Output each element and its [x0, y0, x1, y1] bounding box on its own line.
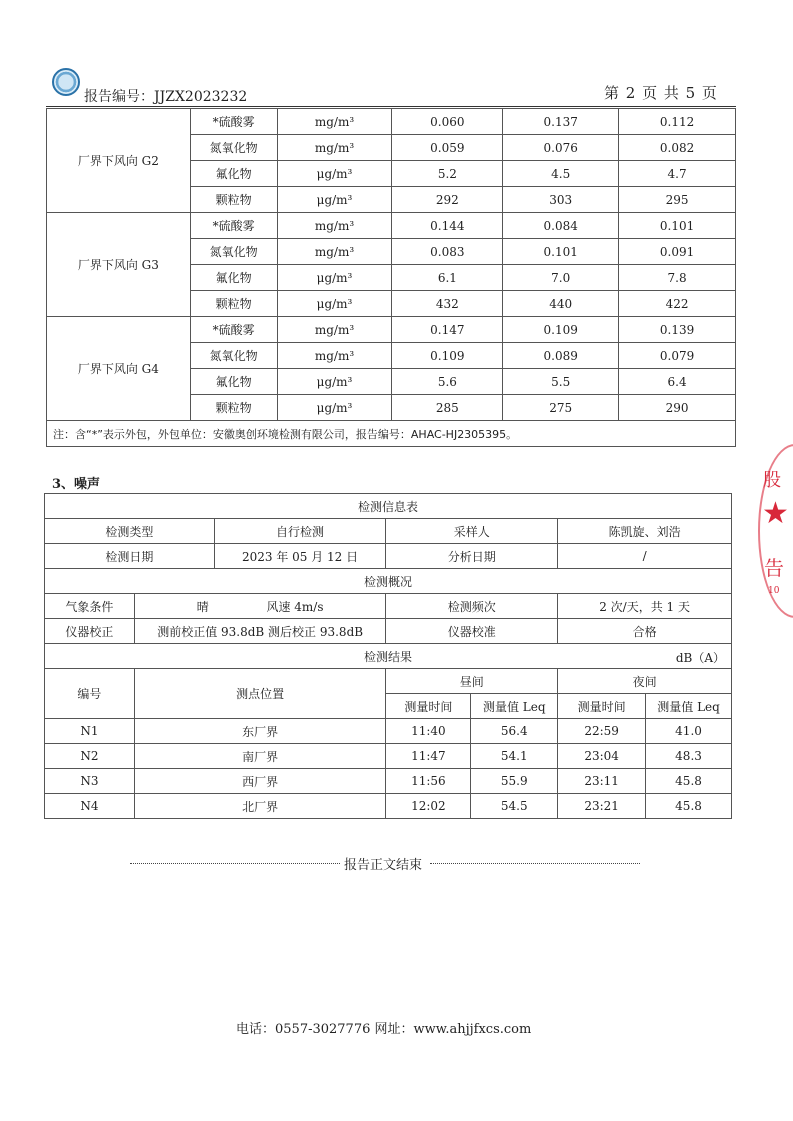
analysis-value: / — [558, 544, 732, 569]
check-value: 合格 — [558, 619, 732, 644]
col-day: 昼间 — [386, 669, 558, 694]
point-location-cell: 南厂界 — [134, 744, 386, 769]
value-cell: 275 — [503, 395, 619, 421]
value-cell: 0.091 — [619, 239, 736, 265]
calibration-label: 仪器校正 — [45, 619, 135, 644]
seal-text-3: 10 — [768, 586, 780, 596]
value-cell: 0.109 — [503, 317, 619, 343]
date-label: 检测日期 — [45, 544, 215, 569]
seal-text-2: 告 — [764, 556, 784, 580]
night-time-cell: 23:21 — [558, 794, 646, 819]
pollutant-cell: 氮氧化物 — [190, 239, 277, 265]
value-cell: 292 — [392, 187, 503, 213]
night-time-cell: 23:11 — [558, 769, 646, 794]
value-cell: 290 — [619, 395, 736, 421]
weather-label: 气象条件 — [45, 594, 135, 619]
value-cell: 0.059 — [392, 135, 503, 161]
report-end-marker — [130, 856, 640, 873]
pollutant-cell: *硫酸雾 — [190, 213, 277, 239]
value-cell: 0.079 — [619, 343, 736, 369]
date-value: 2023 年 05 月 12 日 — [214, 544, 386, 569]
value-cell: 432 — [392, 291, 503, 317]
sampler-label: 采样人 — [386, 519, 558, 544]
frequency-label: 检测频次 — [386, 594, 558, 619]
value-cell: 6.1 — [392, 265, 503, 291]
noise-row — [45, 719, 732, 744]
pollutant-cell: 氟化物 — [190, 265, 277, 291]
col-night: 夜间 — [558, 669, 732, 694]
pollutant-cell: *硫酸雾 — [190, 317, 277, 343]
day-leq-cell: 55.9 — [471, 769, 558, 794]
location-cell: 厂界下风向 G3 — [47, 213, 191, 317]
value-cell: 0.144 — [392, 213, 503, 239]
info-table-title: 检测信息表 — [45, 494, 732, 519]
day-leq-cell: 54.1 — [471, 744, 558, 769]
value-cell: 285 — [392, 395, 503, 421]
unit-cell: μg/m³ — [277, 395, 392, 421]
type-value: 自行检测 — [214, 519, 386, 544]
calibration-value: 测前校正值 93.8dB 测后校正 93.8dB — [134, 619, 386, 644]
value-cell: 0.082 — [619, 135, 736, 161]
result-title: 检测结果 — [363, 649, 412, 664]
day-time-cell: 12:02 — [386, 794, 471, 819]
col-night-time: 测量时间 — [558, 694, 646, 719]
night-time-cell: 22:59 — [558, 719, 646, 744]
wind-text: 风速 4m/s — [266, 599, 324, 614]
value-cell: 4.5 — [503, 161, 619, 187]
day-time-cell: 11:47 — [386, 744, 471, 769]
unit-cell: μg/m³ — [277, 265, 392, 291]
value-cell: 5.6 — [392, 369, 503, 395]
report-number: 报告编号：JJZX2023232 — [84, 89, 248, 105]
unit-cell: μg/m³ — [277, 161, 392, 187]
unit-cell: μg/m³ — [277, 187, 392, 213]
night-time-cell: 23:04 — [558, 744, 646, 769]
noise-row — [45, 794, 732, 819]
value-cell: 0.137 — [503, 109, 619, 135]
result-unit: dB（A） — [675, 651, 725, 665]
frequency-value: 2 次/天，共 1 天 — [558, 594, 732, 619]
col-day-leq: 测量值 Leq — [471, 694, 558, 719]
value-cell: 4.7 — [619, 161, 736, 187]
air-row — [47, 317, 736, 343]
day-time-cell: 11:40 — [386, 719, 471, 744]
page-indicator: 第 2 页 共 5 页 — [604, 84, 718, 102]
footer-contact: 电话：0557-3027776 网址：www.ahjjfxcs.com — [236, 1022, 532, 1037]
col-number: 编号 — [45, 669, 135, 719]
point-id-cell: N1 — [45, 719, 135, 744]
point-location-cell: 北厂界 — [134, 794, 386, 819]
air-row — [47, 213, 736, 239]
location-cell: 厂界下风向 G4 — [47, 317, 191, 421]
point-id-cell: N4 — [45, 794, 135, 819]
type-label: 检测类型 — [45, 519, 215, 544]
analysis-label: 分析日期 — [386, 544, 558, 569]
pollutant-cell: 氟化物 — [190, 161, 277, 187]
location-cell: 厂界下风向 G2 — [47, 109, 191, 213]
col-location: 测点位置 — [134, 669, 386, 719]
air-row — [47, 109, 736, 135]
value-cell: 0.101 — [503, 239, 619, 265]
value-cell: 0.084 — [503, 213, 619, 239]
pollutant-cell: 颗粒物 — [190, 395, 277, 421]
result-title-row — [45, 644, 732, 669]
unit-cell: μg/m³ — [277, 291, 392, 317]
day-time-cell: 11:56 — [386, 769, 471, 794]
company-seal — [758, 444, 793, 614]
end-dots-left — [130, 863, 340, 864]
weather-text: 晴 — [196, 599, 209, 614]
night-leq-cell: 41.0 — [646, 719, 732, 744]
weather-value — [134, 594, 386, 619]
unit-cell: mg/m³ — [277, 317, 392, 343]
pollutant-cell: 颗粒物 — [190, 187, 277, 213]
value-cell: 0.101 — [619, 213, 736, 239]
unit-cell: mg/m³ — [277, 135, 392, 161]
sampler-value: 陈凯旋、刘浩 — [558, 519, 732, 544]
value-cell: 0.060 — [392, 109, 503, 135]
value-cell: 6.4 — [619, 369, 736, 395]
point-id-cell: N2 — [45, 744, 135, 769]
value-cell: 7.0 — [503, 265, 619, 291]
check-label: 仪器校准 — [386, 619, 558, 644]
seal-text-1: 股 — [763, 470, 781, 491]
col-day-time: 测量时间 — [386, 694, 471, 719]
unit-cell: mg/m³ — [277, 343, 392, 369]
unit-cell: mg/m³ — [277, 239, 392, 265]
col-night-leq: 测量值 Leq — [646, 694, 732, 719]
value-cell: 422 — [619, 291, 736, 317]
noise-section-title: 3、噪声 — [52, 477, 101, 492]
seal-star-icon: ★ — [762, 496, 789, 531]
noise-row — [45, 769, 732, 794]
value-cell: 303 — [503, 187, 619, 213]
value-cell: 0.109 — [392, 343, 503, 369]
air-results-table — [46, 108, 736, 447]
value-cell: 0.112 — [619, 109, 736, 135]
night-leq-cell: 45.8 — [646, 769, 732, 794]
end-text: 报告正文结束 — [342, 854, 424, 873]
point-id-cell: N3 — [45, 769, 135, 794]
pollutant-cell: 氮氧化物 — [190, 343, 277, 369]
value-cell: 5.5 — [503, 369, 619, 395]
night-leq-cell: 45.8 — [646, 794, 732, 819]
value-cell: 0.083 — [392, 239, 503, 265]
end-dots-right — [430, 863, 640, 864]
point-location-cell: 西厂界 — [134, 769, 386, 794]
value-cell: 0.089 — [503, 343, 619, 369]
value-cell: 7.8 — [619, 265, 736, 291]
unit-cell: mg/m³ — [277, 213, 392, 239]
value-cell: 440 — [503, 291, 619, 317]
noise-table — [44, 493, 732, 819]
pollutant-cell: 氮氧化物 — [190, 135, 277, 161]
unit-cell: mg/m³ — [277, 109, 392, 135]
company-logo — [52, 68, 80, 96]
pollutant-cell: 氟化物 — [190, 369, 277, 395]
overview-title: 检测概况 — [45, 569, 732, 594]
value-cell: 0.139 — [619, 317, 736, 343]
point-location-cell: 东厂界 — [134, 719, 386, 744]
noise-row — [45, 744, 732, 769]
value-cell: 0.076 — [503, 135, 619, 161]
pollutant-cell: *硫酸雾 — [190, 109, 277, 135]
pollutant-cell: 颗粒物 — [190, 291, 277, 317]
night-leq-cell: 48.3 — [646, 744, 732, 769]
header-divider — [46, 106, 736, 107]
day-leq-cell: 54.5 — [471, 794, 558, 819]
value-cell: 0.147 — [392, 317, 503, 343]
day-leq-cell: 56.4 — [471, 719, 558, 744]
value-cell: 5.2 — [392, 161, 503, 187]
unit-cell: μg/m³ — [277, 369, 392, 395]
value-cell: 295 — [619, 187, 736, 213]
outsourcing-note: 注：含“*”表示外包，外包单位：安徽奥创环境检测有限公司，报告编号：AHAC-HJ2305395。 — [47, 421, 736, 447]
